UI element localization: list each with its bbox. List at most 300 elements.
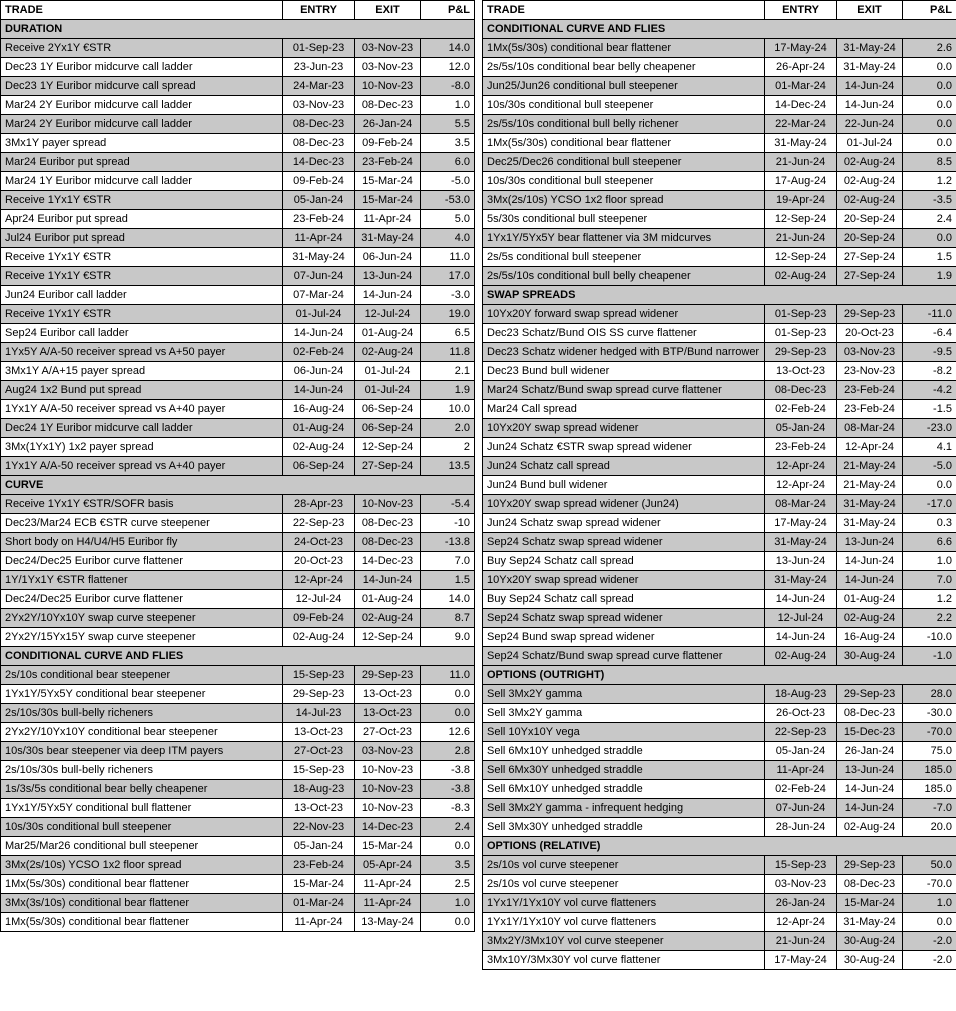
trade-pl: -5.4 [421,495,475,514]
trade-pl: 0.0 [903,476,956,495]
trade-description: 10s/30s bear steepener via deep ITM payers [1,742,283,761]
table-row [483,552,956,571]
trade-exit-date: 01-Jul-24 [355,362,421,381]
trade-description: Dec24/Dec25 Euribor curve flattener [1,590,283,609]
trade-entry-date: 26-Oct-23 [765,704,837,723]
right-column [482,0,956,1011]
table-row [483,324,956,343]
trade-entry-date: 03-Nov-23 [283,96,355,115]
table-row [1,286,475,305]
trade-entry-date: 27-Oct-23 [283,742,355,761]
trade-entry-date: 02-Aug-24 [283,438,355,457]
trade-exit-date: 10-Nov-23 [355,761,421,780]
table-row [1,704,475,723]
trade-pl: 7.0 [903,571,956,590]
table-row [1,438,475,457]
trade-entry-date: 31-May-24 [765,134,837,153]
table-row [483,39,956,58]
table-row [483,77,956,96]
section-title: SWAP SPREADS [483,286,956,305]
trade-exit-date: 23-Feb-24 [837,400,903,419]
trade-description: Dec23 Schatz/Bund OIS SS curve flattener [483,324,765,343]
table-row [483,609,956,628]
trade-entry-date: 24-Mar-23 [283,77,355,96]
trade-entry-date: 12-Apr-24 [765,913,837,932]
trade-entry-date: 02-Aug-24 [283,628,355,647]
trade-exit-date: 10-Nov-23 [355,799,421,818]
trade-entry-date: 23-Feb-24 [283,210,355,229]
trade-exit-date: 31-May-24 [837,39,903,58]
trade-pl: 2.4 [421,818,475,837]
trade-description: Jul24 Euribor put spread [1,229,283,248]
trade-exit-date: 23-Feb-24 [355,153,421,172]
trade-exit-date: 01-Jul-24 [837,134,903,153]
trade-entry-date: 18-Aug-23 [283,780,355,799]
trade-pl: 0.0 [421,685,475,704]
table-row [1,400,475,419]
trade-pl: 14.0 [421,590,475,609]
trade-exit-date: 29-Sep-23 [355,666,421,685]
trade-pl: -1.5 [903,400,956,419]
trade-description: Sell 3Mx2Y gamma [483,685,765,704]
trade-description: 2s/10s vol curve steepener [483,856,765,875]
trade-entry-date: 05-Jan-24 [765,419,837,438]
trade-description: 10s/30s conditional bull steepener [483,96,765,115]
trade-exit-date: 12-Sep-24 [355,628,421,647]
trade-exit-date: 02-Aug-24 [355,609,421,628]
trade-entry-date: 13-Oct-23 [765,362,837,381]
trade-exit-date: 27-Sep-24 [837,248,903,267]
trade-exit-date: 10-Nov-23 [355,77,421,96]
trade-pl: 0.0 [903,229,956,248]
trade-description: 10Yx20Y swap spread widener [483,419,765,438]
trade-entry-date: 01-Mar-24 [283,894,355,913]
trade-description: 1Yx1Y/1Yx10Y vol curve flatteners [483,894,765,913]
trade-entry-date: 11-Apr-24 [283,913,355,932]
section-header-row [483,20,956,39]
table-row [483,210,956,229]
trade-entry-date: 17-May-24 [765,39,837,58]
trade-exit-date: 14-Jun-24 [837,77,903,96]
trade-entry-date: 28-Jun-24 [765,818,837,837]
table-row [1,267,475,286]
table-header-row [483,1,956,20]
trade-description: 1Yx1Y A/A-50 receiver spread vs A+40 payer [1,457,283,476]
trade-pl: -6.4 [903,324,956,343]
trade-exit-date: 14-Jun-24 [355,286,421,305]
table-row [1,571,475,590]
trade-pl: 2.0 [421,419,475,438]
trade-pl: -3.5 [903,191,956,210]
trade-description: Mar24 2Y Euribor midcurve call ladder [1,115,283,134]
trade-pl: -30.0 [903,704,956,723]
trade-pl: 0.0 [903,58,956,77]
trade-pl: 6.6 [903,533,956,552]
trade-pl: 2.2 [903,609,956,628]
trade-entry-date: 12-Apr-24 [765,457,837,476]
trade-pl: -70.0 [903,875,956,894]
trade-entry-date: 21-Jun-24 [765,229,837,248]
trade-exit-date: 13-Jun-24 [355,267,421,286]
trade-entry-date: 02-Aug-24 [765,267,837,286]
trade-pl: 17.0 [421,267,475,286]
trade-exit-date: 16-Aug-24 [837,628,903,647]
trade-entry-date: 01-Sep-23 [765,305,837,324]
trade-description: Jun24 Bund bull widener [483,476,765,495]
trade-pl: -2.0 [903,951,956,970]
trade-description: 1Yx1Y/1Yx10Y vol curve flatteners [483,913,765,932]
trade-description: Sell 3Mx2Y gamma [483,704,765,723]
trade-entry-date: 14-Jul-23 [283,704,355,723]
trade-pl: 1.0 [421,96,475,115]
trade-pl: 4.1 [903,438,956,457]
trade-pl: 2.4 [903,210,956,229]
table-row [483,153,956,172]
trade-exit-date: 30-Aug-24 [837,932,903,951]
trade-pl: 0.0 [903,913,956,932]
trade-description: Sep24 Schatz swap spread widener [483,533,765,552]
trade-entry-date: 22-Sep-23 [765,723,837,742]
table-row [1,894,475,913]
trade-entry-date: 22-Nov-23 [283,818,355,837]
trade-exit-date: 31-May-24 [355,229,421,248]
table-row [1,172,475,191]
table-row [483,248,956,267]
trade-exit-date: 11-Apr-24 [355,210,421,229]
trade-entry-date: 17-May-24 [765,514,837,533]
trade-exit-date: 03-Nov-23 [837,343,903,362]
trade-pl: 20.0 [903,818,956,837]
trade-exit-date: 14-Jun-24 [837,799,903,818]
trade-pl: 6.5 [421,324,475,343]
trade-entry-date: 07-Jun-24 [765,799,837,818]
table-row [1,761,475,780]
trade-pl: 185.0 [903,761,956,780]
trade-exit-date: 26-Jan-24 [837,742,903,761]
trade-exit-date: 08-Mar-24 [837,419,903,438]
table-row [483,495,956,514]
trade-description: Mar24 Euribor put spread [1,153,283,172]
trade-description: Mar24 Call spread [483,400,765,419]
trade-description: 3Mx(2s/10s) YCSO 1x2 floor spread [1,856,283,875]
trade-entry-date: 12-Sep-24 [765,210,837,229]
trade-entry-date: 05-Jan-24 [283,191,355,210]
trade-entry-date: 23-Feb-24 [765,438,837,457]
trade-description: Sell 6Mx10Y unhedged straddle [483,742,765,761]
trade-description: 2s/5s/10s conditional bull belly cheapener [483,267,765,286]
trade-pl: -17.0 [903,495,956,514]
trade-table-right [482,0,956,970]
trade-exit-date: 27-Oct-23 [355,723,421,742]
trade-exit-date: 14-Jun-24 [837,571,903,590]
table-row [1,590,475,609]
trade-pl: -4.2 [903,381,956,400]
table-row [1,153,475,172]
trade-entry-date: 09-Feb-24 [283,172,355,191]
trade-entry-date: 11-Apr-24 [765,761,837,780]
trade-exit-date: 15-Mar-24 [355,837,421,856]
trade-entry-date: 21-Jun-24 [765,153,837,172]
trade-description: Sep24 Schatz/Bund swap spread curve flattener [483,647,765,666]
trade-pl: 0.0 [421,913,475,932]
trade-exit-date: 02-Aug-24 [837,153,903,172]
trade-exit-date: 13-Oct-23 [355,704,421,723]
trade-exit-date: 29-Sep-23 [837,856,903,875]
trade-exit-date: 10-Nov-23 [355,780,421,799]
trade-description: 3Mx1Y A/A+15 payer spread [1,362,283,381]
trade-description: 10s/30s conditional bull steepener [483,172,765,191]
table-row [1,495,475,514]
trade-entry-date: 08-Dec-23 [283,134,355,153]
trade-description: 2s/10s/30s bull-belly richeners [1,704,283,723]
trade-exit-date: 14-Jun-24 [837,780,903,799]
table-row [483,628,956,647]
trade-entry-date: 13-Jun-24 [765,552,837,571]
trade-pl: 1.0 [903,894,956,913]
trade-entry-date: 02-Aug-24 [765,647,837,666]
trade-pl: 10.0 [421,400,475,419]
trade-description: 1Mx(5s/30s) conditional bear flattener [483,134,765,153]
table-row [1,419,475,438]
section-header-row [483,286,956,305]
table-row [1,552,475,571]
table-row [483,267,956,286]
trade-entry-date: 26-Jan-24 [765,894,837,913]
trade-pl: 2 [421,438,475,457]
trade-description: Buy Sep24 Schatz call spread [483,590,765,609]
trade-description: 3Mx(3s/10s) conditional bear flattener [1,894,283,913]
trade-exit-date: 12-Jul-24 [355,305,421,324]
trade-pl: -70.0 [903,723,956,742]
table-row [1,609,475,628]
table-row [483,115,956,134]
trade-pl: 11.0 [421,248,475,267]
trade-description: Receive 1Yx1Y €STR [1,248,283,267]
trade-description: 2Yx2Y/15Yx15Y swap curve steepener [1,628,283,647]
trade-entry-date: 14-Jun-24 [765,590,837,609]
trade-entry-date: 06-Sep-24 [283,457,355,476]
trade-description: Dec25/Dec26 conditional bull steepener [483,153,765,172]
trade-description: Jun25/Jun26 conditional bull steepener [483,77,765,96]
trade-pl: -1.0 [903,647,956,666]
table-row [1,457,475,476]
trade-pl: -3.8 [421,780,475,799]
trade-entry-date: 08-Dec-23 [283,115,355,134]
table-row [483,438,956,457]
trade-description: 3Mx10Y/3Mx30Y vol curve flattener [483,951,765,970]
trade-pl: 1.5 [421,571,475,590]
trade-entry-date: 13-Oct-23 [283,799,355,818]
trade-entry-date: 22-Mar-24 [765,115,837,134]
trade-exit-date: 31-May-24 [837,913,903,932]
trade-pl: 75.0 [903,742,956,761]
trade-exit-date: 14-Jun-24 [837,552,903,571]
trade-exit-date: 20-Oct-23 [837,324,903,343]
trade-description: Jun24 Schatz call spread [483,457,765,476]
table-row [1,533,475,552]
table-row [1,96,475,115]
trade-entry-date: 29-Sep-23 [765,343,837,362]
trade-pl: -5.0 [421,172,475,191]
section-title: CONDITIONAL CURVE AND FLIES [1,647,475,666]
trade-entry-date: 15-Mar-24 [283,875,355,894]
trade-pl: 7.0 [421,552,475,571]
trade-exit-date: 02-Aug-24 [837,609,903,628]
trade-description: 2s/10s/30s bull-belly richeners [1,761,283,780]
trade-entry-date: 14-Jun-24 [283,324,355,343]
trade-description: 1Yx1Y/5Yx5Y conditional bull flattener [1,799,283,818]
trade-entry-date: 07-Jun-24 [283,267,355,286]
trade-exit-date: 14-Jun-24 [837,96,903,115]
trade-pl: 0.0 [903,77,956,96]
trade-exit-date: 31-May-24 [837,495,903,514]
column-header-exit: EXIT [837,1,903,20]
table-row [483,704,956,723]
table-row [1,913,475,932]
trade-description: 10Yx20Y forward swap spread widener [483,305,765,324]
trade-entry-date: 01-Mar-24 [765,77,837,96]
trade-exit-date: 29-Sep-23 [837,305,903,324]
trade-exit-date: 01-Aug-24 [355,590,421,609]
trade-exit-date: 08-Dec-23 [355,514,421,533]
trade-description: Sell 10Yx10Y vega [483,723,765,742]
table-row [483,343,956,362]
table-row [1,324,475,343]
trade-description: 10Yx20Y swap spread widener [483,571,765,590]
table-row [483,761,956,780]
trade-pl: 2.8 [421,742,475,761]
table-row [1,875,475,894]
trade-entry-date: 12-Jul-24 [283,590,355,609]
table-row [1,362,475,381]
trade-exit-date: 06-Jun-24 [355,248,421,267]
trade-description: 1Mx(5s/30s) conditional bear flattener [483,39,765,58]
trade-exit-date: 11-Apr-24 [355,875,421,894]
trade-pl: 3.5 [421,856,475,875]
table-row [483,685,956,704]
trade-entry-date: 15-Sep-23 [283,761,355,780]
section-title: OPTIONS (OUTRIGHT) [483,666,956,685]
trade-exit-date: 26-Jan-24 [355,115,421,134]
trade-description: Receive 1Yx1Y €STR [1,305,283,324]
trade-entry-date: 28-Apr-23 [283,495,355,514]
trade-exit-date: 12-Apr-24 [837,438,903,457]
table-row [483,476,956,495]
trade-exit-date: 01-Jul-24 [355,381,421,400]
trade-description: Dec23 Bund bull widener [483,362,765,381]
trade-description: Jun24 Schatz swap spread widener [483,514,765,533]
trade-entry-date: 08-Dec-23 [765,381,837,400]
table-row [1,58,475,77]
trade-entry-date: 14-Jun-24 [765,628,837,647]
trade-description: Receive 2Yx1Y €STR [1,39,283,58]
trade-pl: 2.1 [421,362,475,381]
trade-exit-date: 21-May-24 [837,476,903,495]
trade-table-left [0,0,475,932]
column-header-pl: P&L [903,1,956,20]
trade-description: Dec23 1Y Euribor midcurve call spread [1,77,283,96]
trade-pl: 11.8 [421,343,475,362]
trade-exit-date: 08-Dec-23 [355,96,421,115]
section-title: OPTIONS (RELATIVE) [483,837,956,856]
trade-description: Mar24 1Y Euribor midcurve call ladder [1,172,283,191]
table-row [1,799,475,818]
trade-description: Sell 3Mx2Y gamma - infrequent hedging [483,799,765,818]
trade-entry-date: 15-Sep-23 [765,856,837,875]
trade-pl: 3.5 [421,134,475,153]
trade-exit-date: 06-Sep-24 [355,400,421,419]
trade-description: Sell 6Mx30Y unhedged straddle [483,761,765,780]
trade-entry-date: 23-Jun-23 [283,58,355,77]
table-row [483,533,956,552]
trade-exit-date: 27-Sep-24 [837,267,903,286]
trade-description: 1Y/1Yx1Y €STR flattener [1,571,283,590]
trade-description: Dec23 1Y Euribor midcurve call ladder [1,58,283,77]
trade-description: 2s/5s/10s conditional bull belly richener [483,115,765,134]
trade-description: 3Mx(2s/10s) YCSO 1x2 floor spread [483,191,765,210]
trade-pl: 13.5 [421,457,475,476]
trade-exit-date: 03-Nov-23 [355,742,421,761]
trade-description: Sep24 Euribor call ladder [1,324,283,343]
table-row [483,590,956,609]
trade-description: Sep24 Schatz swap spread widener [483,609,765,628]
left-column [0,0,474,1011]
table-row [1,666,475,685]
trade-pl: 12.0 [421,58,475,77]
section-title: CONDITIONAL CURVE AND FLIES [483,20,956,39]
column-header-pl: P&L [421,1,475,20]
trade-pl: 0.0 [421,704,475,723]
trade-entry-date: 14-Dec-23 [283,153,355,172]
table-row [1,818,475,837]
table-row [1,39,475,58]
trade-description: Receive 1Yx1Y €STR [1,191,283,210]
trade-exit-date: 23-Feb-24 [837,381,903,400]
trade-description: Jun24 Schatz €STR swap spread widener [483,438,765,457]
trade-exit-date: 13-Jun-24 [837,533,903,552]
trade-pl: 6.0 [421,153,475,172]
trade-pl: 1.5 [903,248,956,267]
table-row [483,457,956,476]
table-row [483,381,956,400]
trade-entry-date: 31-May-24 [283,248,355,267]
trade-entry-date: 15-Sep-23 [283,666,355,685]
table-header-row [1,1,475,20]
trade-description: Dec24/Dec25 Euribor curve flattener [1,552,283,571]
trade-pl: -7.0 [903,799,956,818]
table-row [1,381,475,400]
table-row [1,514,475,533]
trade-entry-date: 12-Sep-24 [765,248,837,267]
trade-pl: -11.0 [903,305,956,324]
trade-description: 1s/3s/5s conditional bear belly cheapener [1,780,283,799]
trade-description: Mar24 2Y Euribor midcurve call ladder [1,96,283,115]
trade-pl: -8.0 [421,77,475,96]
trade-exit-date: 27-Sep-24 [355,457,421,476]
trade-pl: 14.0 [421,39,475,58]
column-header-entry: ENTRY [765,1,837,20]
trade-pl: 9.0 [421,628,475,647]
trade-description: Aug24 1x2 Bund put spread [1,381,283,400]
trade-description: Mar25/Mar26 conditional bull steepener [1,837,283,856]
table-row [483,191,956,210]
trade-description: Dec24 1Y Euribor midcurve call ladder [1,419,283,438]
trade-pl: 11.0 [421,666,475,685]
trade-entry-date: 02-Feb-24 [765,400,837,419]
trade-description: 2s/10s conditional bear steepener [1,666,283,685]
trade-pl: 1.2 [903,172,956,191]
trade-description: 2s/5s conditional bull steepener [483,248,765,267]
